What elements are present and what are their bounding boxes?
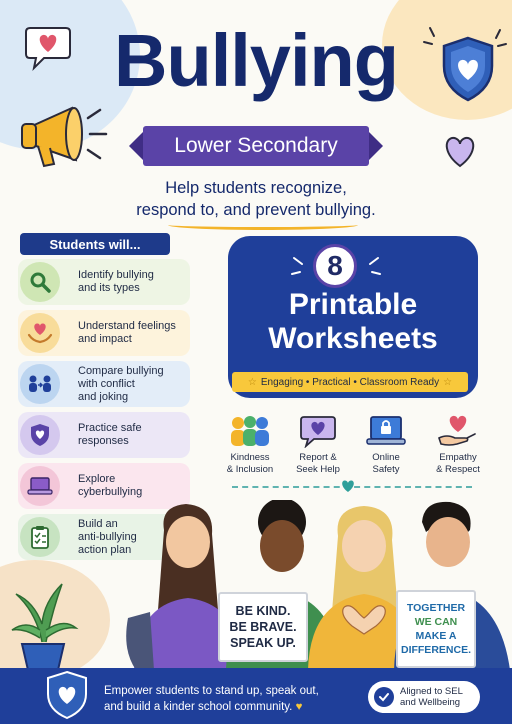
clipboard-checklist-icon — [20, 517, 60, 557]
sel-badge-line: Aligned to SEL — [400, 686, 463, 697]
feature-kindness — [216, 414, 284, 476]
objective-text-line: Explore — [78, 473, 116, 485]
speech-heart-icon — [298, 414, 338, 448]
objective-text-line: and joking — [78, 390, 129, 403]
footer-line-text: and build a kinder school community. — [104, 701, 293, 713]
sign-line: WE CAN — [414, 616, 458, 628]
objective-text — [78, 365, 164, 404]
sign-line: TOGETHER — [406, 602, 466, 614]
footer-line: Empower students to stand up, speak out, — [104, 685, 319, 697]
feature-label — [352, 452, 420, 476]
objective-item — [18, 412, 190, 458]
worksheets-feature-strip — [232, 372, 468, 392]
check-icon — [374, 687, 394, 707]
worksheets-title — [228, 288, 478, 356]
star-icon: ☆ — [247, 376, 257, 388]
objective-text-line: Build an — [78, 517, 118, 530]
objective-text-line: and its types — [78, 282, 140, 294]
feature-label-line: Online — [372, 452, 400, 463]
objective-text-line: Practice safe — [78, 422, 142, 434]
feature-label-line: Safety — [372, 464, 400, 475]
plant-illustration — [6, 572, 80, 672]
shield-heart-icon — [20, 415, 60, 455]
objective-text-line: responses — [78, 435, 129, 447]
sel-badge-text — [400, 686, 463, 708]
objective-text — [78, 269, 154, 295]
hand-heart-icon — [437, 414, 479, 448]
objective-text-line: action plan — [78, 543, 132, 556]
sign-line: BE KIND. — [235, 604, 291, 618]
group-people-icon — [228, 414, 272, 448]
objective-text — [78, 473, 142, 499]
worksheet-count-badge: 8 — [313, 244, 357, 288]
feature-online-safety — [352, 414, 420, 476]
objective-text-line: Identify bullying — [78, 269, 154, 281]
heart-icon — [440, 132, 480, 170]
page-title: Bullying — [114, 19, 398, 102]
sel-badge-line: and Wellbeing — [400, 697, 461, 708]
objective-text-line: Compare bullying — [78, 364, 164, 377]
feature-report — [284, 414, 352, 476]
feature-empathy — [424, 414, 492, 476]
star-icon: ☆ — [443, 376, 453, 388]
together-sign — [396, 590, 476, 668]
feature-label-line: Report & — [299, 452, 337, 463]
footer-message — [104, 683, 364, 715]
be-kind-sign — [218, 592, 308, 662]
objective-item — [18, 259, 190, 305]
objective-text-line: with conflict — [78, 377, 135, 390]
feature-label-line: & Respect — [436, 464, 480, 475]
sign-line: BE BRAVE. — [229, 620, 297, 634]
sign-line: SPEAK UP. — [230, 636, 296, 650]
objective-text-line: anti-bullying — [78, 530, 137, 543]
feature-label-line: Seek Help — [296, 464, 340, 475]
feature-strip-text: Engaging • Practical • Classroom Ready — [260, 376, 440, 388]
laptop-lock-icon — [365, 414, 407, 448]
objective-text-line: and impact — [78, 333, 132, 345]
feature-label — [216, 452, 284, 476]
tagline-underline — [168, 220, 358, 230]
objective-text-line: cyberbullying — [78, 486, 143, 498]
objective-text — [78, 422, 142, 448]
heart-icon — [340, 478, 356, 494]
tagline-line: respond to, and prevent bullying. — [136, 201, 376, 219]
worksheets-title-line: Worksheets — [268, 322, 438, 355]
magnifier-icon — [20, 262, 60, 302]
feature-label — [284, 452, 352, 476]
objectives-heading: Students will... — [20, 233, 170, 255]
megaphone-icon — [14, 96, 114, 176]
sign-line: MAKE A — [415, 630, 457, 642]
sel-aligned-badge — [368, 681, 480, 713]
objective-text-line: Understand feelings — [78, 320, 176, 332]
heart-icon: ♥ — [295, 701, 303, 713]
feature-label — [424, 452, 492, 476]
objective-item — [18, 361, 190, 407]
feature-label-line: Kindness — [230, 452, 270, 463]
sign-line: DIFFERENCE. — [400, 644, 471, 656]
laptop-icon — [20, 466, 60, 506]
feature-label-line: & Inclusion — [226, 464, 274, 475]
level-banner: Lower Secondary — [143, 126, 369, 166]
worksheets-title-line: Printable — [288, 288, 418, 321]
shield-heart-icon — [44, 668, 90, 722]
people-arrows-icon — [20, 364, 60, 404]
footer-line — [104, 699, 364, 715]
heart-hands-icon — [20, 313, 60, 353]
tagline-line: Help students recognize, — [165, 179, 347, 197]
tagline — [0, 177, 512, 221]
objective-text — [78, 320, 176, 346]
objective-item — [18, 310, 190, 356]
feature-label-line: Empathy — [439, 452, 477, 463]
